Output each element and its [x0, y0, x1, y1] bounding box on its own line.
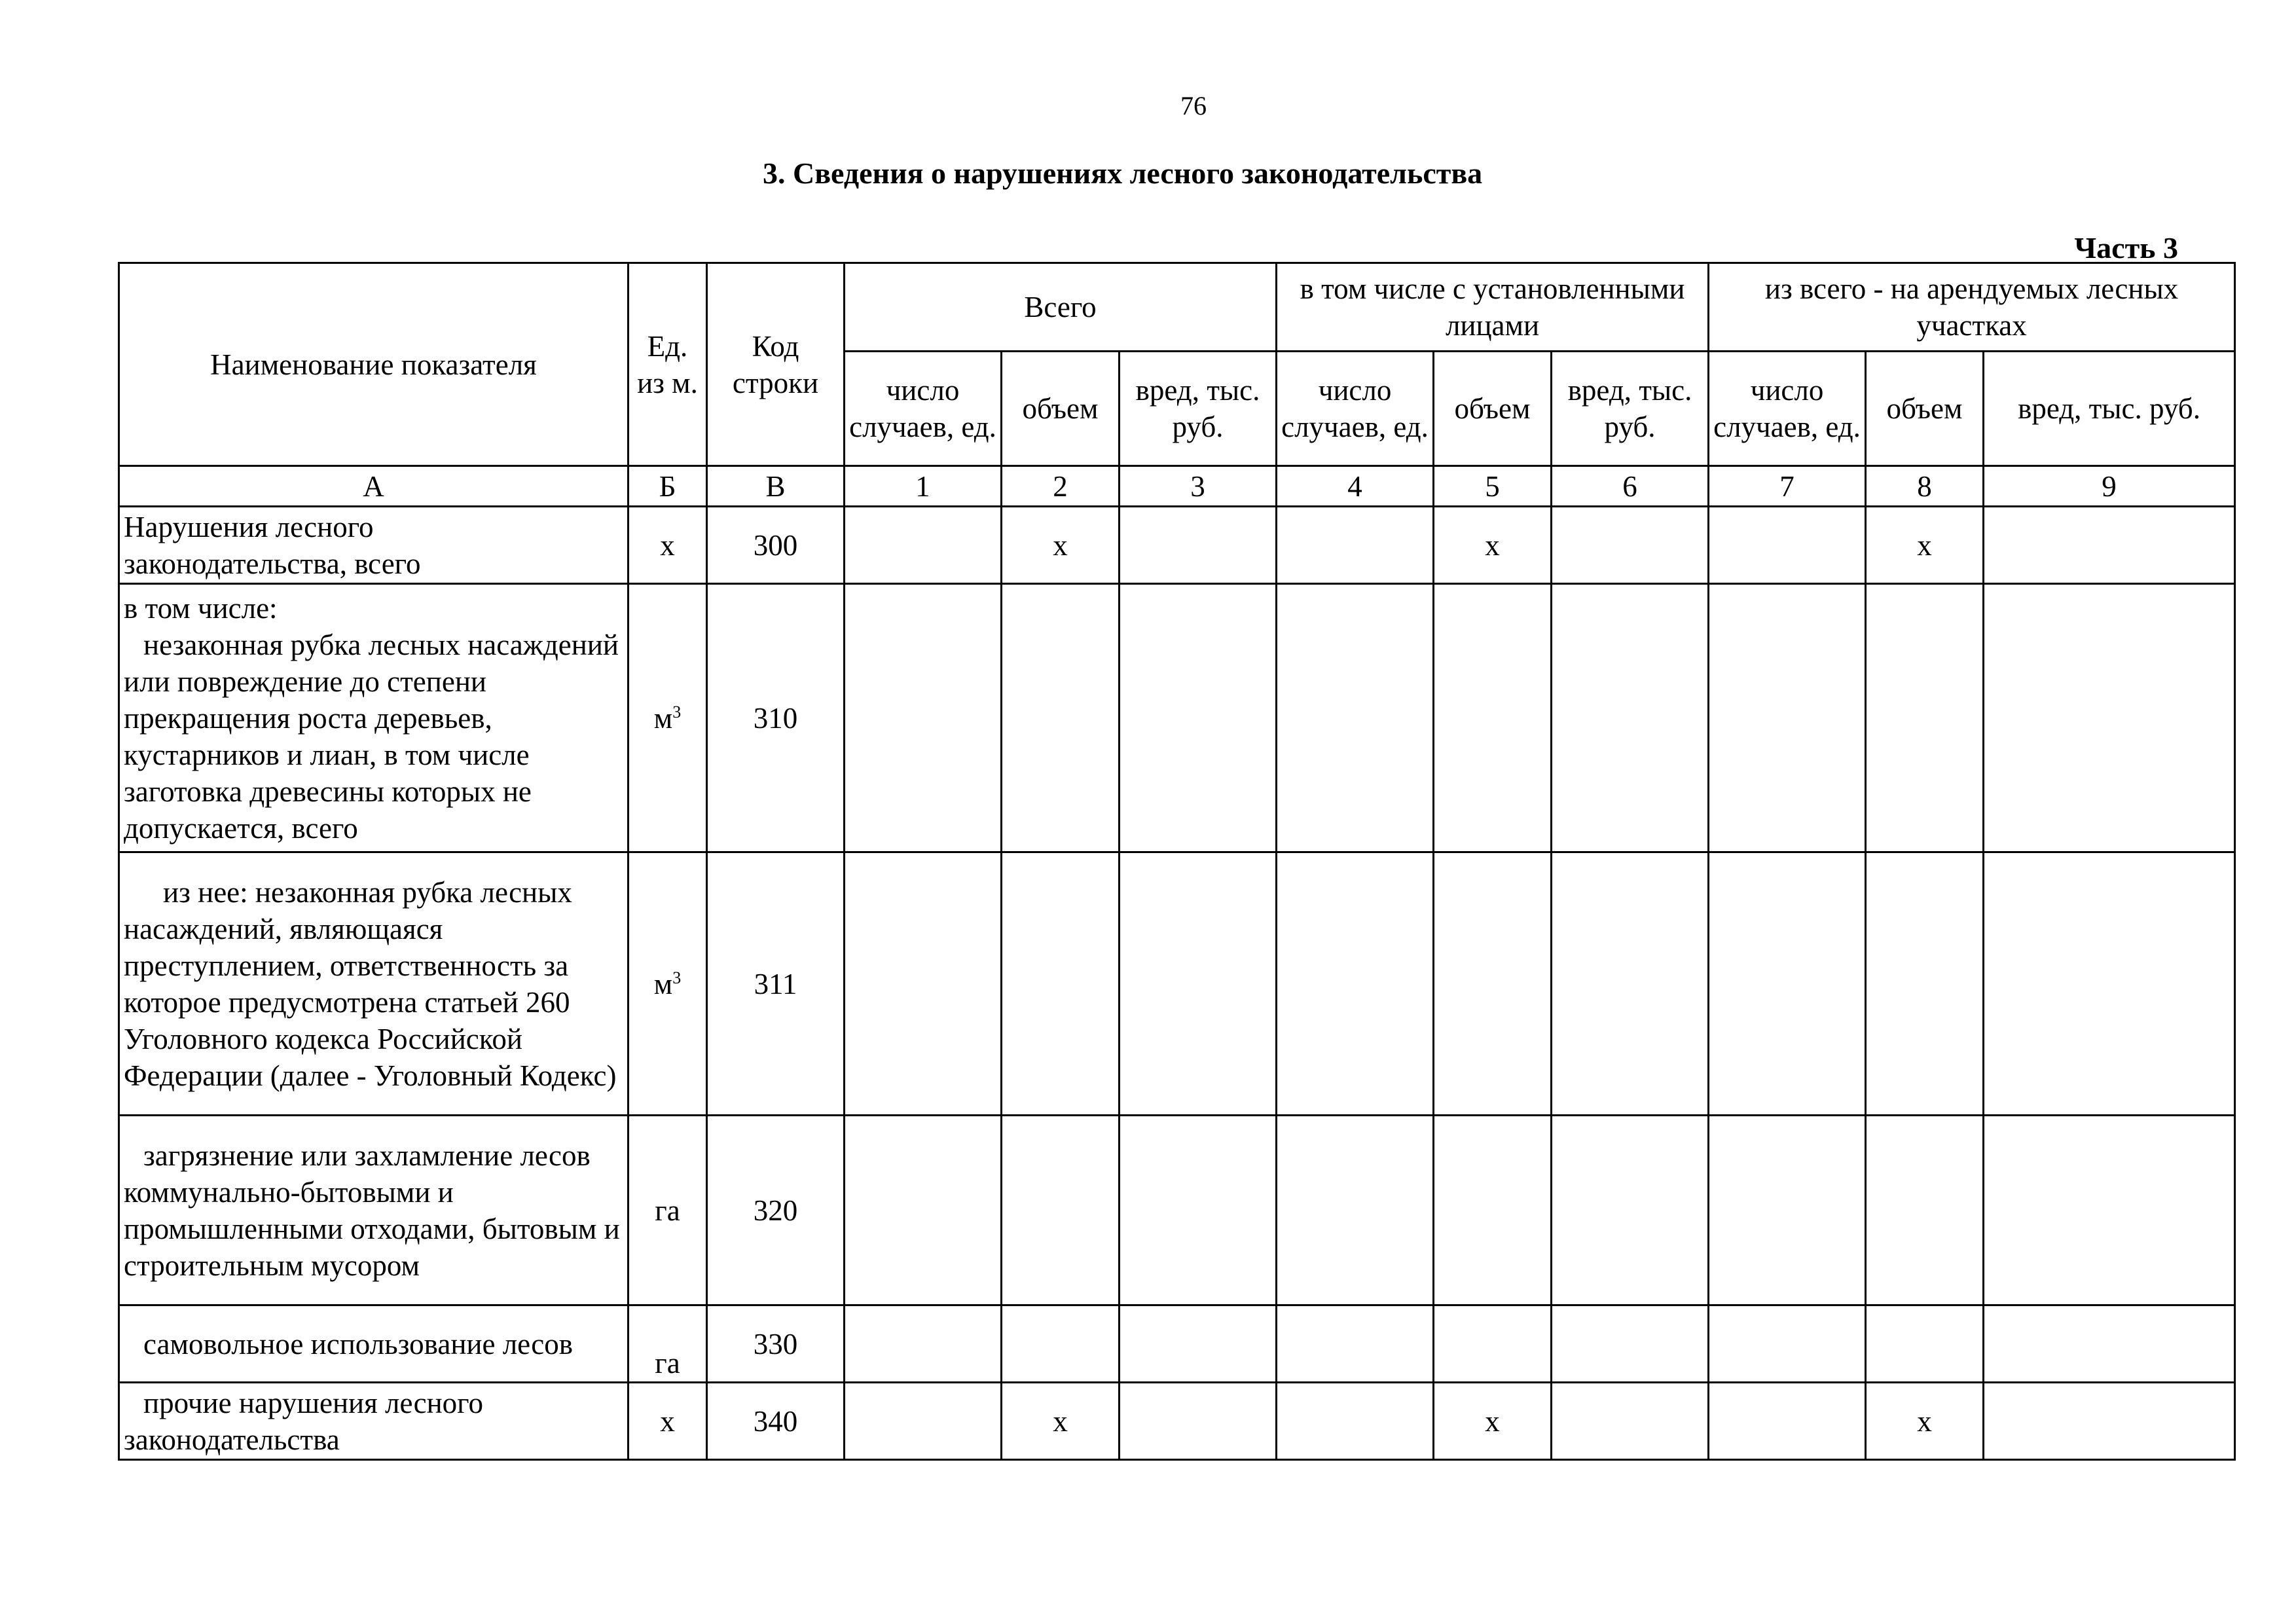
row-name-text: незаконная рубка лесных насаждений или повреждение до степени прекращения роста деревьев, кустарников и лиан, в том числе заготовка древесины которых не допускается, всего [124, 628, 619, 845]
value-cell [1434, 852, 1552, 1116]
row-name: загрязнение или захламление лесов коммунально-бытовыми и промышленными отходами, бытовым и строительным мусором [119, 1116, 629, 1305]
row-code: 311 [707, 852, 845, 1116]
document-title: 3. Сведения о нарушениях лесного законодательства [763, 156, 1483, 190]
value-cell [1709, 1116, 1866, 1305]
value-cell: х [1002, 1383, 1120, 1460]
table-row-300 [119, 507, 2235, 584]
value-cell [1277, 584, 1434, 852]
table-row-330 [119, 1305, 2235, 1383]
index-row [119, 466, 2235, 507]
value-cell [1552, 1116, 1709, 1305]
unit-text: м [653, 701, 673, 735]
value-cell [845, 584, 1002, 852]
header-code: Код строки [707, 263, 845, 466]
value-cell [1552, 852, 1709, 1116]
index-cell: 1 [845, 466, 1002, 507]
header-cases-1: число случаев, ед. [845, 352, 1002, 466]
value-cell [1984, 1383, 2235, 1460]
header-volume-1: объем [1002, 352, 1120, 466]
row-name: прочие нарушения лесного законодательства [119, 1383, 629, 1460]
header-group-leased: из всего - на арендуемых лесных участках [1709, 263, 2235, 352]
value-cell: х [1866, 507, 1984, 584]
row-name [119, 507, 629, 584]
value-cell [1120, 507, 1277, 584]
header-cases-2: число случаев, ед. [1277, 352, 1434, 466]
value-cell [1709, 1305, 1866, 1383]
header-volume-2: объем [1434, 352, 1552, 466]
header-row-groups [119, 263, 2235, 352]
value-cell [845, 507, 1002, 584]
value-cell [1002, 1305, 1120, 1383]
value-cell [1984, 584, 2235, 852]
value-cell: х [1434, 507, 1552, 584]
value-cell: х [1434, 1383, 1552, 1460]
value-cell [1552, 1383, 1709, 1460]
value-cell [1120, 852, 1277, 1116]
value-cell [1552, 1305, 1709, 1383]
value-cell [1709, 507, 1866, 584]
index-cell: 4 [1277, 466, 1434, 507]
value-cell: х [1002, 507, 1120, 584]
value-cell [1984, 1116, 2235, 1305]
row-unit [629, 852, 707, 1116]
value-cell [1277, 1305, 1434, 1383]
header-unit: Ед. из м. [629, 263, 707, 466]
value-cell [1277, 852, 1434, 1116]
value-cell [1984, 852, 2235, 1116]
table-row-340 [119, 1383, 2235, 1460]
value-cell [1434, 1116, 1552, 1305]
value-cell [1866, 852, 1984, 1116]
table-row-320 [119, 1116, 2235, 1305]
row-prefix: в том числе: [124, 591, 278, 625]
value-cell: х [1866, 1383, 1984, 1460]
value-cell [845, 1383, 1002, 1460]
row-code: 300 [707, 507, 845, 584]
row-unit: х [629, 1383, 707, 1460]
header-cases-3: число случаев, ед. [1709, 352, 1866, 466]
value-cell [1277, 507, 1434, 584]
index-cell: В [707, 466, 845, 507]
row-unit: га [629, 1116, 707, 1305]
part-label: Часть 3 [2074, 231, 2178, 264]
header-volume-3: объем [1866, 352, 1984, 466]
row-name: из нее: незаконная рубка лесных насаждений, являющаяся преступлением, ответственность за которое предусмотрена статьей 260 Уголовного кодекса Российской Федерации (далее - Уголовный Кодекс) [119, 852, 629, 1116]
header-name: Наименование показателя [119, 263, 629, 466]
row-code: 330 [707, 1305, 845, 1383]
value-cell [1002, 1116, 1120, 1305]
violations-table [118, 262, 2236, 1461]
value-cell [1866, 1305, 1984, 1383]
value-cell [1120, 584, 1277, 852]
value-cell [1984, 507, 2235, 584]
index-cell: 8 [1866, 466, 1984, 507]
index-cell: 5 [1434, 466, 1552, 507]
row-name-line: законодательства, всего [124, 547, 421, 580]
index-cell: 2 [1002, 466, 1120, 507]
page-number: 76 [1180, 91, 1207, 120]
value-cell [1120, 1383, 1277, 1460]
row-name-line: Нарушения лесного [124, 510, 374, 543]
index-cell: Б [629, 466, 707, 507]
value-cell [1434, 584, 1552, 852]
value-cell [1709, 852, 1866, 1116]
index-cell: А [119, 466, 629, 507]
value-cell [1277, 1383, 1434, 1460]
header-group-total: Всего [845, 263, 1277, 352]
header-harm-3: вред, тыс. руб. [1984, 352, 2235, 466]
value-cell [1002, 584, 1120, 852]
unit-text: м [653, 967, 673, 1000]
value-cell [1552, 584, 1709, 852]
header-harm-2: вред, тыс. руб. [1552, 352, 1709, 466]
row-unit: га [629, 1305, 707, 1383]
value-cell [1709, 1383, 1866, 1460]
value-cell [1709, 584, 1866, 852]
table-row-311 [119, 852, 2235, 1116]
value-cell [1120, 1305, 1277, 1383]
value-cell [1120, 1116, 1277, 1305]
row-unit: х [629, 507, 707, 584]
value-cell [1434, 1305, 1552, 1383]
value-cell [1866, 1116, 1984, 1305]
table-row-310 [119, 584, 2235, 852]
row-code: 320 [707, 1116, 845, 1305]
row-code: 340 [707, 1383, 845, 1460]
value-cell [845, 852, 1002, 1116]
value-cell [1552, 507, 1709, 584]
unit-exponent: 3 [672, 968, 682, 987]
index-cell: 3 [1120, 466, 1277, 507]
index-cell: 9 [1984, 466, 2235, 507]
value-cell [1277, 1116, 1434, 1305]
header-harm-1: вред, тыс. руб. [1120, 352, 1277, 466]
row-code: 310 [707, 584, 845, 852]
index-cell: 7 [1709, 466, 1866, 507]
value-cell [845, 1305, 1002, 1383]
row-name [119, 584, 629, 852]
value-cell [1002, 852, 1120, 1116]
value-cell [1984, 1305, 2235, 1383]
row-unit [629, 584, 707, 852]
value-cell [845, 1116, 1002, 1305]
header-group-identified: в том числе с установленными лицами [1277, 263, 1709, 352]
value-cell [1866, 584, 1984, 852]
index-cell: 6 [1552, 466, 1709, 507]
unit-exponent: 3 [672, 702, 682, 721]
row-name: самовольное использование лесов [119, 1305, 629, 1383]
